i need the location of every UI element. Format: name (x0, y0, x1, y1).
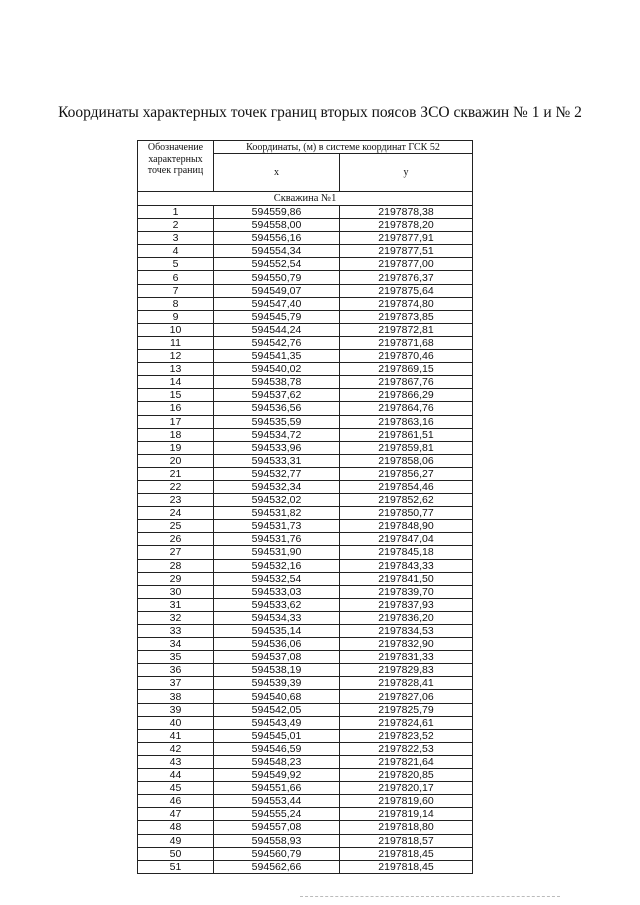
table-row (138, 716, 473, 729)
table-row (138, 219, 473, 232)
point-number: 40 (138, 716, 214, 729)
x-coordinate: 594538,19 (214, 664, 340, 677)
point-number: 7 (138, 284, 214, 297)
table-row (138, 520, 473, 533)
y-coordinate: 2197845,18 (340, 546, 473, 559)
page-title: Координаты характерных точек границ вторых поясов ЗСО скважин № 1 и № 2 (58, 104, 582, 121)
y-coordinate: 2197870,46 (340, 350, 473, 363)
table-row (138, 284, 473, 297)
x-coordinate: 594533,62 (214, 598, 340, 611)
y-coordinate: 2197818,45 (340, 860, 473, 873)
point-number: 3 (138, 232, 214, 245)
x-coordinate: 594541,35 (214, 350, 340, 363)
point-number: 17 (138, 415, 214, 428)
point-number: 19 (138, 441, 214, 454)
table-row (138, 363, 473, 376)
x-coordinate: 594558,93 (214, 834, 340, 847)
table-row (138, 572, 473, 585)
table-row (138, 651, 473, 664)
x-coordinate: 594559,86 (214, 206, 340, 219)
y-coordinate: 2197878,20 (340, 219, 473, 232)
table-row (138, 769, 473, 782)
table-row (138, 454, 473, 467)
table-row (138, 271, 473, 284)
x-coordinate: 594550,79 (214, 271, 340, 284)
header-x: x (214, 154, 340, 192)
x-coordinate: 594532,54 (214, 572, 340, 585)
x-coordinate: 594537,08 (214, 651, 340, 664)
x-coordinate: 594531,73 (214, 520, 340, 533)
table-row (138, 258, 473, 271)
table-row (138, 480, 473, 493)
x-coordinate: 594532,77 (214, 467, 340, 480)
point-number: 4 (138, 245, 214, 258)
point-number: 45 (138, 782, 214, 795)
y-coordinate: 2197828,41 (340, 677, 473, 690)
table-row (138, 507, 473, 520)
y-coordinate: 2197832,90 (340, 638, 473, 651)
y-coordinate: 2197818,80 (340, 821, 473, 834)
point-number: 37 (138, 677, 214, 690)
point-number: 51 (138, 860, 214, 873)
table-row (138, 638, 473, 651)
x-coordinate: 594543,49 (214, 716, 340, 729)
y-coordinate: 2197834,53 (340, 625, 473, 638)
x-coordinate: 594542,76 (214, 336, 340, 349)
x-coordinate: 594555,24 (214, 808, 340, 821)
x-coordinate: 594545,79 (214, 310, 340, 323)
point-number: 20 (138, 454, 214, 467)
y-coordinate: 2197867,76 (340, 376, 473, 389)
point-number: 8 (138, 297, 214, 310)
y-coordinate: 2197877,51 (340, 245, 473, 258)
point-number: 32 (138, 611, 214, 624)
y-coordinate: 2197818,45 (340, 847, 473, 860)
table-row (138, 664, 473, 677)
point-number: 11 (138, 336, 214, 349)
table-row (138, 703, 473, 716)
table-row (138, 795, 473, 808)
point-number: 48 (138, 821, 214, 834)
y-coordinate: 2197827,06 (340, 690, 473, 703)
point-number: 50 (138, 847, 214, 860)
y-coordinate: 2197848,90 (340, 520, 473, 533)
point-number: 29 (138, 572, 214, 585)
table-row (138, 677, 473, 690)
table-row (138, 494, 473, 507)
table-row (138, 821, 473, 834)
y-coordinate: 2197858,06 (340, 454, 473, 467)
y-coordinate: 2197839,70 (340, 585, 473, 598)
point-number: 33 (138, 625, 214, 638)
point-number: 9 (138, 310, 214, 323)
point-number: 39 (138, 703, 214, 716)
point-number: 38 (138, 690, 214, 703)
point-number: 44 (138, 769, 214, 782)
point-number: 27 (138, 546, 214, 559)
y-coordinate: 2197847,04 (340, 533, 473, 546)
x-coordinate: 594534,33 (214, 611, 340, 624)
y-coordinate: 2197823,52 (340, 729, 473, 742)
y-coordinate: 2197852,62 (340, 494, 473, 507)
y-coordinate: 2197877,00 (340, 258, 473, 271)
x-coordinate: 594556,16 (214, 232, 340, 245)
x-coordinate: 594535,59 (214, 415, 340, 428)
point-number: 46 (138, 795, 214, 808)
header-point-label: Обозначение характерных точек границ (138, 141, 214, 192)
y-coordinate: 2197836,20 (340, 611, 473, 624)
table-row (138, 441, 473, 454)
table-row (138, 860, 473, 873)
y-coordinate: 2197819,14 (340, 808, 473, 821)
x-coordinate: 594532,02 (214, 494, 340, 507)
table-row (138, 232, 473, 245)
y-coordinate: 2197864,76 (340, 402, 473, 415)
y-coordinate: 2197825,79 (340, 703, 473, 716)
table-row (138, 834, 473, 847)
point-number: 49 (138, 834, 214, 847)
point-number: 28 (138, 559, 214, 572)
table-row (138, 297, 473, 310)
table-row (138, 847, 473, 860)
x-coordinate: 594537,62 (214, 389, 340, 402)
y-coordinate: 2197871,68 (340, 336, 473, 349)
table-row (138, 782, 473, 795)
y-coordinate: 2197869,15 (340, 363, 473, 376)
x-coordinate: 594549,07 (214, 284, 340, 297)
y-coordinate: 2197878,38 (340, 206, 473, 219)
x-coordinate: 594538,78 (214, 376, 340, 389)
x-coordinate: 594558,00 (214, 219, 340, 232)
table-row (138, 467, 473, 480)
point-number: 26 (138, 533, 214, 546)
y-coordinate: 2197841,50 (340, 572, 473, 585)
x-coordinate: 594562,66 (214, 860, 340, 873)
y-coordinate: 2197831,33 (340, 651, 473, 664)
well-section-row (138, 192, 473, 206)
table-row (138, 245, 473, 258)
point-number: 13 (138, 363, 214, 376)
y-coordinate: 2197829,83 (340, 664, 473, 677)
y-coordinate: 2197859,81 (340, 441, 473, 454)
table-row (138, 598, 473, 611)
point-number: 30 (138, 585, 214, 598)
point-number: 16 (138, 402, 214, 415)
x-coordinate: 594532,34 (214, 480, 340, 493)
point-number: 10 (138, 323, 214, 336)
y-coordinate: 2197875,64 (340, 284, 473, 297)
point-number: 12 (138, 350, 214, 363)
x-coordinate: 594535,14 (214, 625, 340, 638)
point-number: 6 (138, 271, 214, 284)
x-coordinate: 594560,79 (214, 847, 340, 860)
table-row (138, 742, 473, 755)
x-coordinate: 594544,24 (214, 323, 340, 336)
x-coordinate: 594533,31 (214, 454, 340, 467)
coordinates-table (137, 140, 473, 874)
point-number: 5 (138, 258, 214, 271)
y-coordinate: 2197854,46 (340, 480, 473, 493)
table-row (138, 402, 473, 415)
y-coordinate: 2197877,91 (340, 232, 473, 245)
x-coordinate: 594540,02 (214, 363, 340, 376)
y-coordinate: 2197876,37 (340, 271, 473, 284)
table-row (138, 690, 473, 703)
x-coordinate: 594531,76 (214, 533, 340, 546)
table-row (138, 585, 473, 598)
y-coordinate: 2197820,17 (340, 782, 473, 795)
x-coordinate: 594539,39 (214, 677, 340, 690)
x-coordinate: 594549,92 (214, 769, 340, 782)
x-coordinate: 594554,34 (214, 245, 340, 258)
table-row (138, 755, 473, 768)
x-coordinate: 594534,72 (214, 428, 340, 441)
x-coordinate: 594542,05 (214, 703, 340, 716)
y-coordinate: 2197821,64 (340, 755, 473, 768)
table-row (138, 611, 473, 624)
x-coordinate: 594532,16 (214, 559, 340, 572)
point-number: 36 (138, 664, 214, 677)
point-number: 22 (138, 480, 214, 493)
point-number: 41 (138, 729, 214, 742)
point-number: 47 (138, 808, 214, 821)
x-coordinate: 594552,54 (214, 258, 340, 271)
table-header (138, 141, 473, 192)
table-row (138, 625, 473, 638)
y-coordinate: 2197872,81 (340, 323, 473, 336)
x-coordinate: 594531,90 (214, 546, 340, 559)
table-row (138, 206, 473, 219)
table-row (138, 350, 473, 363)
y-coordinate: 2197856,27 (340, 467, 473, 480)
header-y: y (340, 154, 473, 192)
y-coordinate: 2197861,51 (340, 428, 473, 441)
y-coordinate: 2197818,57 (340, 834, 473, 847)
point-number: 25 (138, 520, 214, 533)
table-row (138, 729, 473, 742)
well-label: Скважина №1 (138, 192, 473, 206)
point-number: 43 (138, 755, 214, 768)
point-number: 21 (138, 467, 214, 480)
x-coordinate: 594533,03 (214, 585, 340, 598)
y-coordinate: 2197820,85 (340, 769, 473, 782)
y-coordinate: 2197837,93 (340, 598, 473, 611)
point-number: 34 (138, 638, 214, 651)
table-row (138, 336, 473, 349)
x-coordinate: 594540,68 (214, 690, 340, 703)
x-coordinate: 594551,66 (214, 782, 340, 795)
point-number: 18 (138, 428, 214, 441)
x-coordinate: 594546,59 (214, 742, 340, 755)
table-row (138, 546, 473, 559)
x-coordinate: 594557,08 (214, 821, 340, 834)
y-coordinate: 2197873,85 (340, 310, 473, 323)
y-coordinate: 2197819,60 (340, 795, 473, 808)
point-number: 15 (138, 389, 214, 402)
x-coordinate: 594548,23 (214, 755, 340, 768)
y-coordinate: 2197863,16 (340, 415, 473, 428)
x-coordinate: 594536,56 (214, 402, 340, 415)
x-coordinate: 594531,82 (214, 507, 340, 520)
point-number: 2 (138, 219, 214, 232)
point-number: 35 (138, 651, 214, 664)
table-row (138, 323, 473, 336)
point-number: 1 (138, 206, 214, 219)
x-coordinate: 594547,40 (214, 297, 340, 310)
point-number: 14 (138, 376, 214, 389)
x-coordinate: 594553,44 (214, 795, 340, 808)
points-body (138, 206, 473, 874)
y-coordinate: 2197824,61 (340, 716, 473, 729)
table-row (138, 415, 473, 428)
y-coordinate: 2197850,77 (340, 507, 473, 520)
header-coordinates: Координаты, (м) в системе координат ГСК 52 (214, 141, 473, 154)
point-number: 23 (138, 494, 214, 507)
point-number: 42 (138, 742, 214, 755)
table-row (138, 428, 473, 441)
point-number: 24 (138, 507, 214, 520)
table-row (138, 310, 473, 323)
y-coordinate: 2197866,29 (340, 389, 473, 402)
table-row (138, 389, 473, 402)
y-coordinate: 2197874,80 (340, 297, 473, 310)
x-coordinate: 594545,01 (214, 729, 340, 742)
x-coordinate: 594536,06 (214, 638, 340, 651)
table-row (138, 559, 473, 572)
y-coordinate: 2197822,53 (340, 742, 473, 755)
x-coordinate: 594533,96 (214, 441, 340, 454)
table-row (138, 808, 473, 821)
y-coordinate: 2197843,33 (340, 559, 473, 572)
page-bottom-marks (300, 896, 560, 899)
table-row (138, 376, 473, 389)
point-number: 31 (138, 598, 214, 611)
table-row (138, 533, 473, 546)
